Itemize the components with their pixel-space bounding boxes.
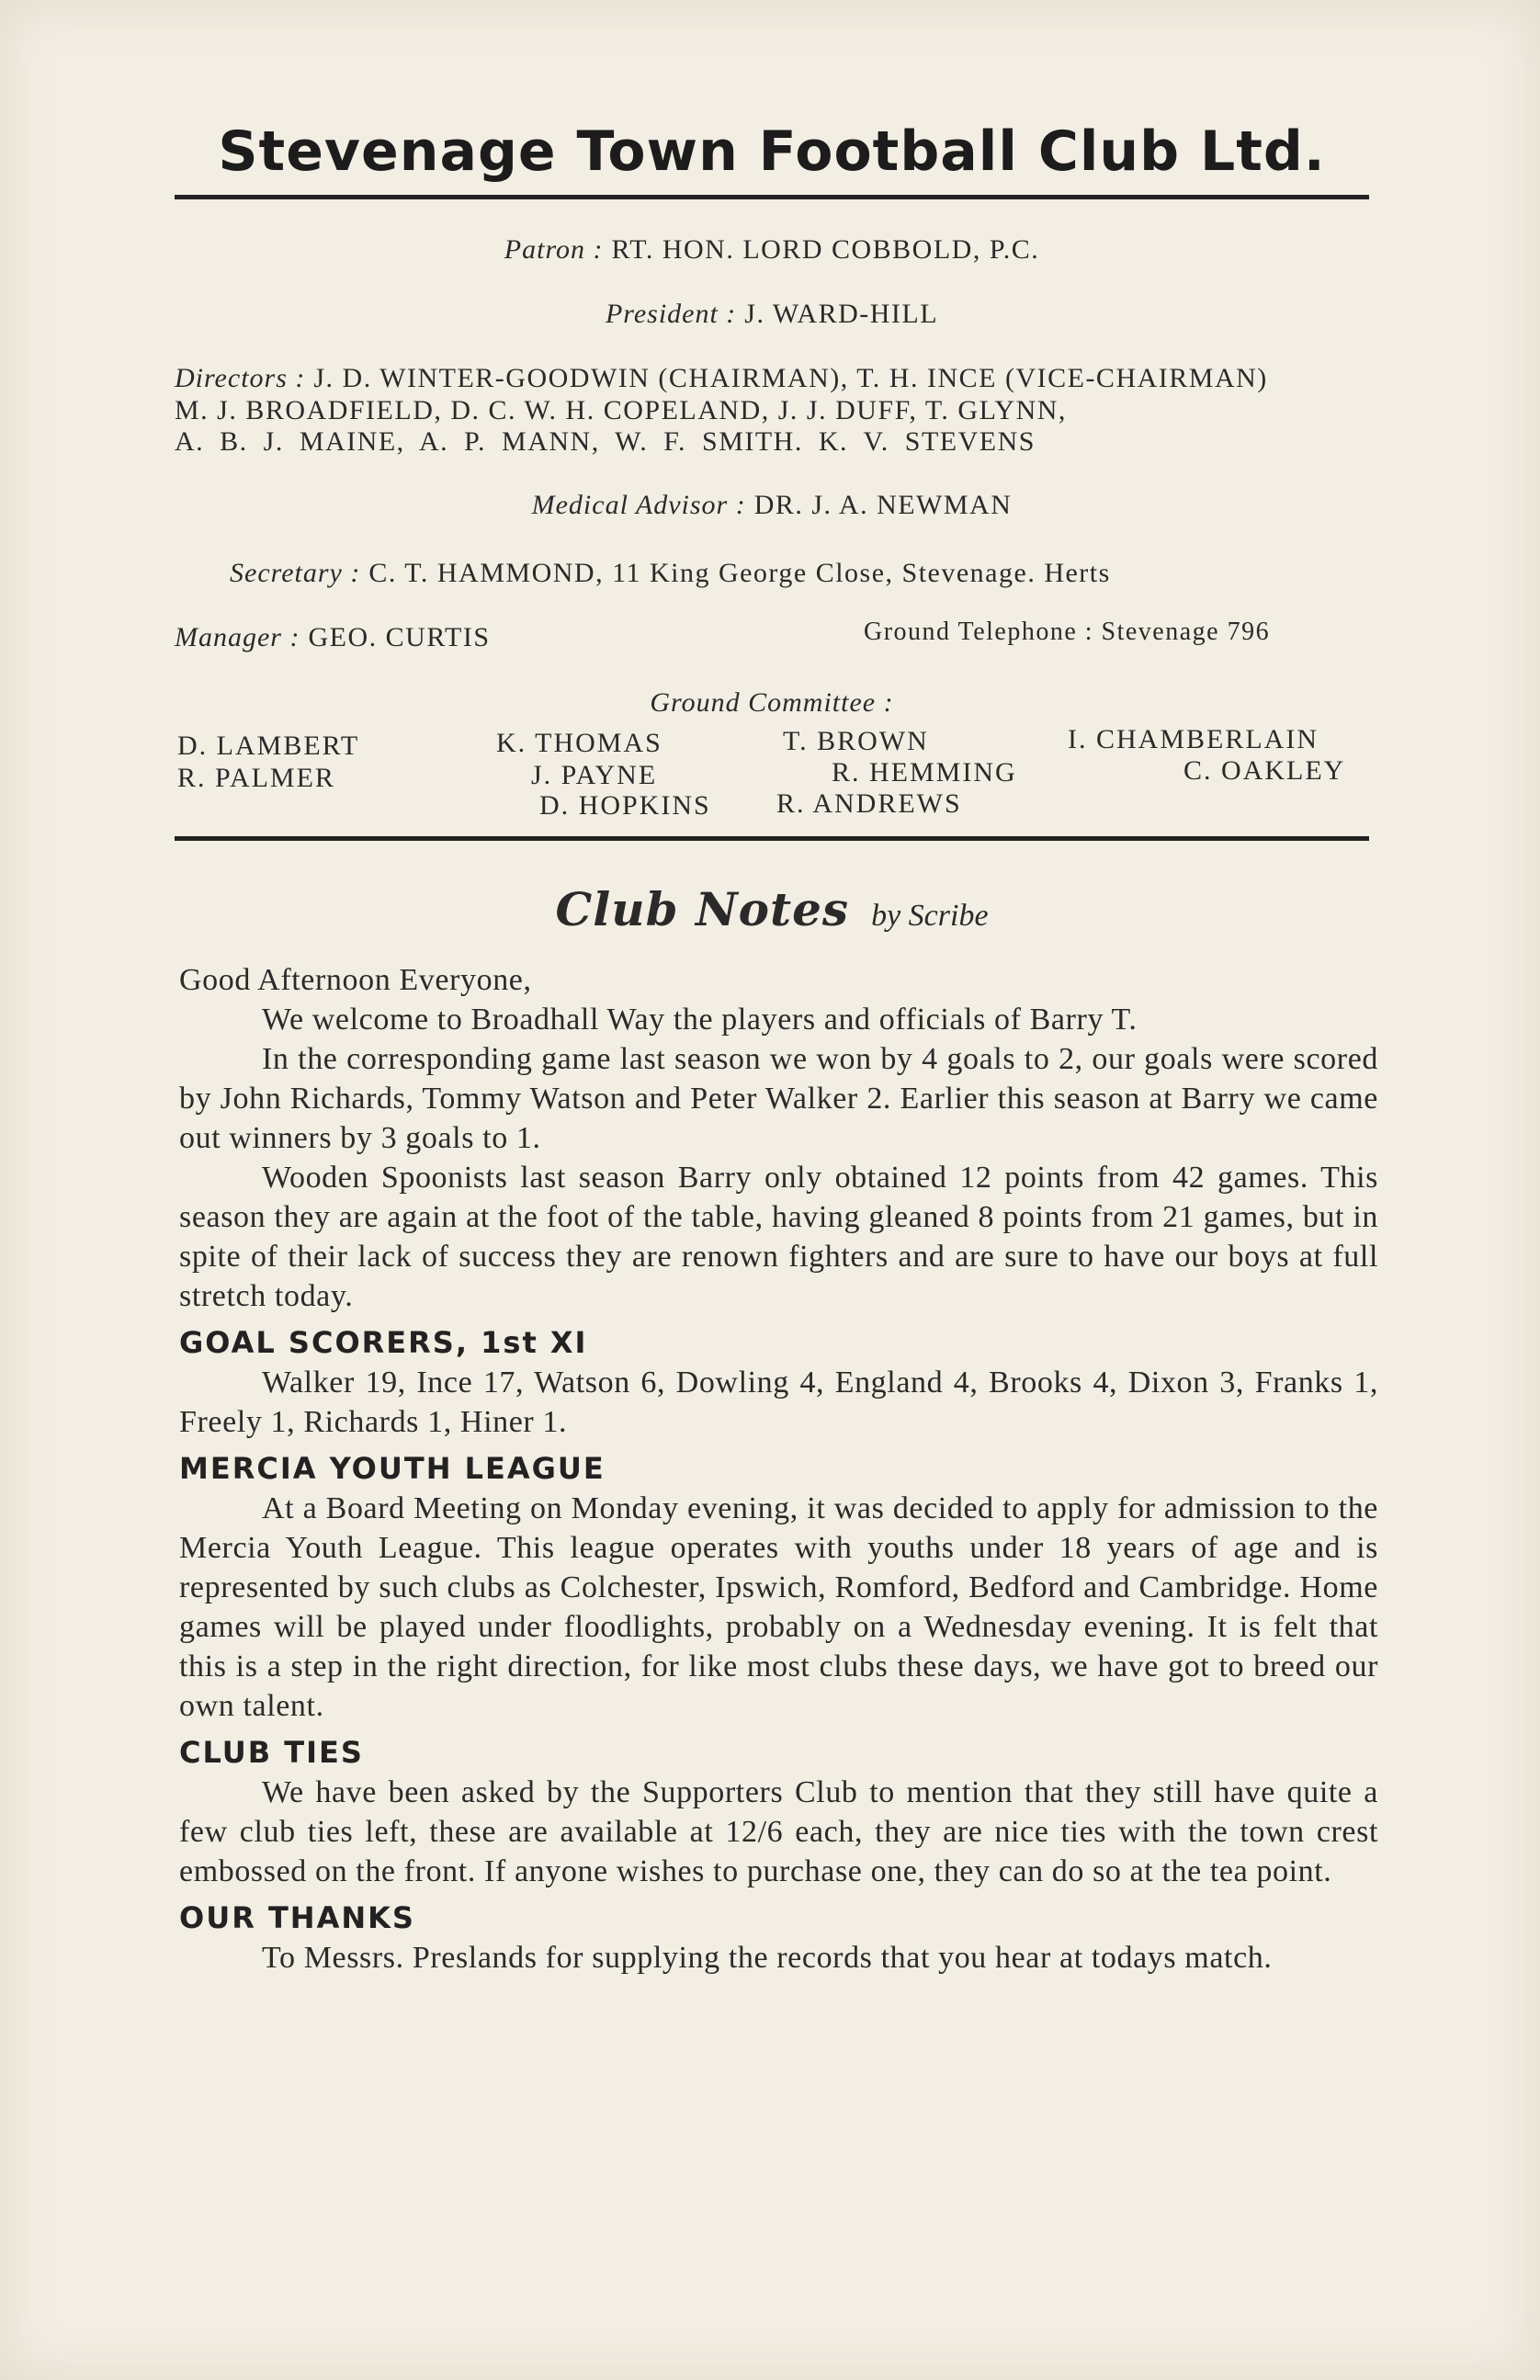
president-label: President : [605,299,737,329]
mercia-paragraph: At a Board Meeting on Monday evening, it was decided to apply for admission to the Mercia Youth League. This league operates with youths under 18 years of age and is represented by such clubs as Colchester, Ipswich, Romford, Bedford and Cambridge. Home games will be played under floodlights, probably on a Wednesday evening. It is felt that this is a step in the right direction, for like most clubs these days, we have got to breed our own talent. [179,1491,1378,1723]
president-value: J. WARD-HILL [744,299,939,329]
greeting: Good Afternoon Everyone, [179,963,532,997]
section-divider [175,836,1369,841]
medical-value: DR. J. A. NEWMAN [753,490,1013,520]
committee-member: R. ANDREWS [776,788,962,819]
mercia-heading: MERCIA YOUTH LEAGUE [179,1451,606,1486]
goal-scorers-heading: GOAL SCORERS, 1st XI [179,1325,588,1360]
header-divider [175,195,1369,199]
patron-label: Patron : [504,234,604,265]
medical-line [175,490,1369,521]
our-thanks-heading: OUR THANKS [179,1900,415,1935]
our-thanks-paragraph: To Messrs. Preslands for supplying the records that you hear at todays match. [262,1941,1273,1975]
patron-value: RT. HON. LORD COBBOLD, P.C. [611,234,1040,265]
directors-line-1 [175,363,1268,394]
committee-member: C. OAKLEY [1183,755,1346,786]
committee-member: D. HOPKINS [539,790,711,821]
medical-label: Medical Advisor : [531,490,746,520]
welcome-paragraph: We welcome to Broadhall Way the players and officials of Barry T. [262,1003,1138,1037]
club-title: Stevenage Town Football Club Ltd. [218,119,1326,184]
committee-member: I. CHAMBERLAIN [1068,724,1319,754]
ground-telephone: Ground Telephone : Stevenage 796 [864,618,1271,646]
ground-committee-label: Ground Committee : [650,687,894,718]
secretary-label: Secretary : [230,558,361,588]
manager-label: Manager : [175,622,300,652]
directors-names-1: J. D. WINTER-GOODWIN (CHAIRMAN), T. H. INCE (VICE-CHAIRMAN) [313,363,1268,393]
club-notes-body [179,960,1378,1978]
last-season-paragraph: In the corresponding game last season we won by 4 goals to 2, our goals were scored by John Richards, Tommy Watson and Peter Walker 2. Earlier this season at Barry we came out winners by 3 goals to 1. [179,1042,1378,1155]
patron-line [175,234,1369,266]
club-notes-byline: by Scribe [871,899,989,933]
directors-line-2: M. J. BROADFIELD, D. C. W. H. COPELAND, J. J. DUFF, T. GLYNN, [175,395,1067,425]
committee-member: R. HEMMING [832,757,1017,788]
secretary-value: C. T. HAMMOND, 11 King George Close, Stevenage. Herts [368,558,1111,588]
manager-line [175,622,491,653]
club-ties-paragraph: We have been asked by the Supporters Club to mention that they still have quite a few club ties left, these are available at 12/6 each, they are nice ties with the town crest embossed on the front. If anyone wishes to purchase one, they can do so at the tea point. [179,1775,1378,1888]
directors-line-3: A. B. J. MAINE, A. P. MANN, W. F. SMITH. K. V. STEVENS [175,426,1036,457]
club-ties-heading: CLUB TIES [179,1735,364,1770]
committee-member: K. THOMAS [496,728,662,758]
committee-member: J. PAYNE [531,760,658,790]
club-notes-heading [175,882,1369,936]
directors-label: Directors : [175,363,306,393]
ground-committee-heading [175,687,1369,719]
manager-value: GEO. CURTIS [308,622,491,652]
committee-member: R. PALMER [177,763,335,793]
committee-member: T. BROWN [783,726,929,756]
secretary-line [230,558,1111,589]
goal-scorers-paragraph: Walker 19, Ince 17, Watson 6, Dowling 4, England 4, Brooks 4, Dixon 3, Franks 1, Freely 1, Richards 1, Hiner 1. [179,1366,1378,1439]
club-notes-title: Club Notes [555,882,850,936]
committee-member: D. LAMBERT [177,731,360,761]
wooden-spoon-paragraph: Wooden Spoonists last season Barry only obtained 12 points from 42 games. This season they are again at the foot of the table, having gleaned 8 points from 21 games, but in spite of their lack of success they are renown fighters and are sure to have our boys at full stretch today. [179,1161,1378,1313]
president-line [175,299,1369,330]
